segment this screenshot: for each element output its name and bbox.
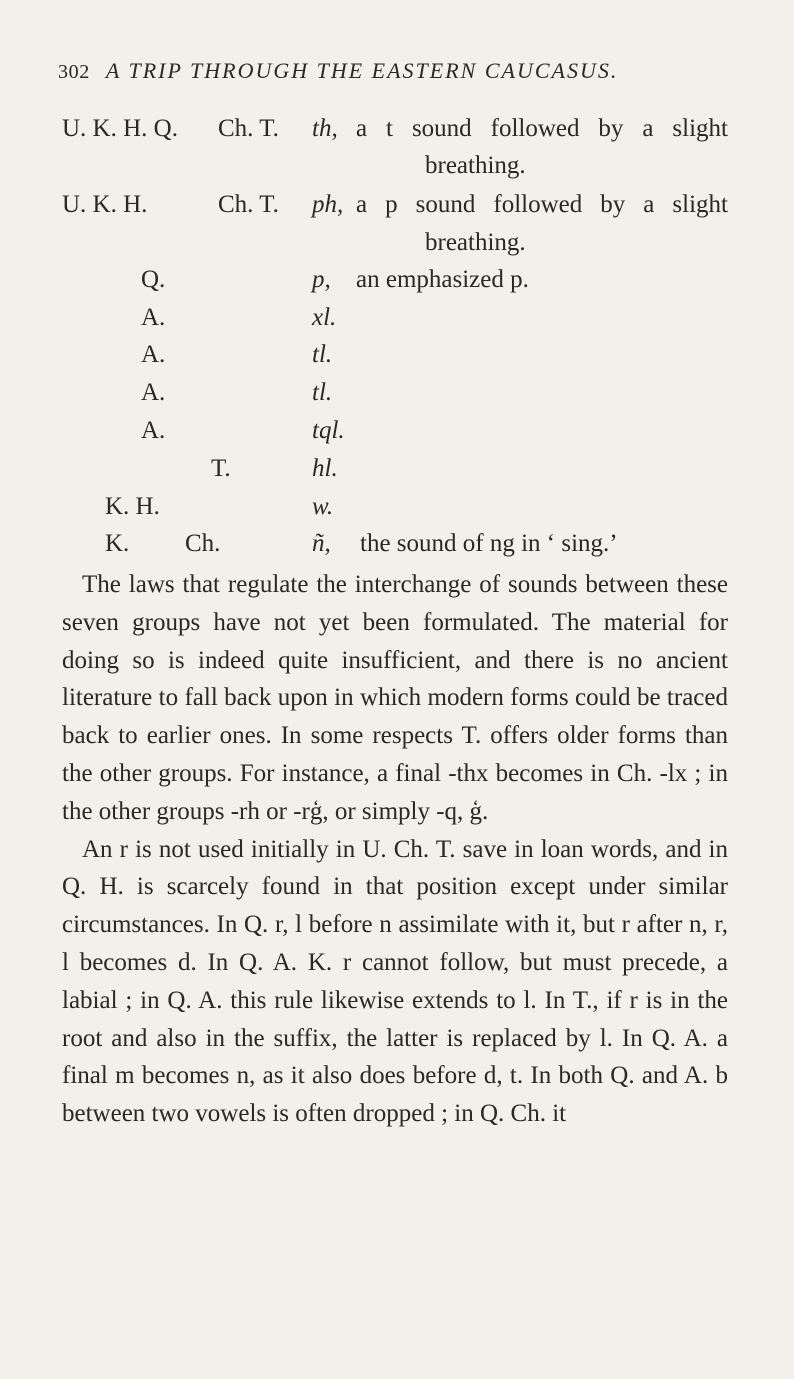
table-row-symbol: p, [312,266,331,293]
table-row-description: the sound of ng in ‘ sing.’ [360,530,618,557]
table-row-groups: K. H. [105,493,160,520]
body-text [62,566,728,1133]
table-row-symbol: hl. [312,455,338,482]
table-row-groups: U. K. H. [62,191,148,218]
table-row-groups: T. [211,455,231,482]
table-row-symbol: w. [312,493,334,520]
table-row-description: an emphasized p. [356,266,529,293]
table-row-description: breathing. [425,152,526,179]
table-row-groups: A. [141,341,166,368]
page-number: 302 [58,61,90,83]
table-row-symbol: th, [312,115,338,142]
table-row-groups: A. [141,304,166,331]
table-row-groups: A. [141,417,166,444]
table-row-groups: Ch. [185,530,221,557]
table-row-groups: U. K. H. Q. [62,115,178,142]
paragraph: An r is not used initially in U. Ch. T. save in loan words, and in Q. H. is scarcely found in that position except under similar circumstances. In Q. r, l before n assimilate with it, but r after n, r, l becomes d. In Q. A. K. r cannot follow, but must precede, a labial ; in Q. A. this rule likewise extends to l. In T., if r is in the root and also in the suffix, the latter is replaced by l. In Q. A. a final m becomes n, as it also does before d, t. In both Q. and A. b between two vowels is often dropped ; in Q. Ch. it [62,835,728,1128]
table-row-symbol: tl. [312,379,333,406]
running-header [58,58,698,84]
table-row-groups: A. [141,379,166,406]
table-row-description: a p sound followed by a slight [356,191,728,218]
table-row-groups: Ch. T. [218,191,279,218]
table-row-groups: Ch. T. [218,115,279,142]
table-row-symbol: tql. [312,417,345,444]
table-row-symbol: xl. [312,304,337,331]
table-row-description: a t sound followed by a slight [356,115,728,142]
table-row-groups: Q. [141,266,166,293]
running-title: A TRIP THROUGH THE EASTERN CAUCASUS. [105,58,619,83]
table-row-groups: K. [105,530,130,557]
table-row-symbol: tl. [312,341,333,368]
paragraph: The laws that regulate the interchange of sounds between these seven groups have not yet been formulated. The material for doing so is indeed quite insufficient, and there is no ancient literature to fall back upon in which modern forms could be traced back to earlier ones. In some respects T. offers older forms than the other groups. For instance, a final -thx becomes in Ch. -lx ; in the other groups -rh or -rģ, or simply -q, ģ. [62,571,728,825]
table-row-symbol: ph, [312,191,344,218]
table-row-symbol: ñ, [312,530,331,557]
table-row-description: breathing. [425,229,526,256]
